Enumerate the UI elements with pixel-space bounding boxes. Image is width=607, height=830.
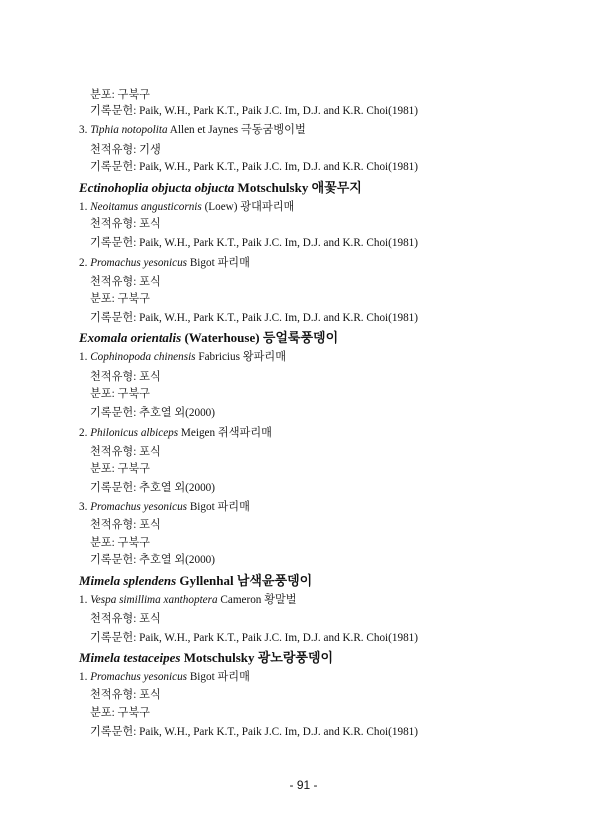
detail-field: 천적유형: 포식 xyxy=(90,613,161,625)
item-number: 3. xyxy=(79,124,88,136)
detail-field: 천적유형: 포식 xyxy=(90,276,161,288)
item-scientific-name: Vespa simillima xanthoptera xyxy=(90,594,218,606)
detail-field: 천적유형: 포식 xyxy=(90,519,161,531)
item-scientific-name: Cophinopoda chinensis xyxy=(90,351,196,363)
item-author-common-name: (Loew) 광대파리매 xyxy=(204,201,295,213)
item-author-common-name: Fabricius 왕파리매 xyxy=(198,351,287,363)
item-number: 3. xyxy=(79,501,88,513)
detail-field: 천적유형: 포식 xyxy=(90,371,161,383)
item-author-common-name: Bigot 파리매 xyxy=(189,671,250,683)
detail-field: 분포: 구북구 xyxy=(90,388,150,400)
heading-author-common-name: Motschulsky 광노랑풍뎅이 xyxy=(183,650,334,665)
detail-field: 분포: 구북구 xyxy=(90,707,150,719)
enemy-list-item xyxy=(79,426,272,440)
detail-field: 천적유형: 포식 xyxy=(90,446,161,458)
item-scientific-name: Philonicus albiceps xyxy=(90,427,179,439)
detail-field: 기록문헌: Paik, W.H., Park K.T., Paik J.C. Im, D.J. and K.R. Choi(1981) xyxy=(90,237,418,249)
item-author-common-name: Allen et Jaynes 극동굼벵이벌 xyxy=(169,124,306,136)
page-number: - 91 - xyxy=(289,778,318,792)
item-author-common-name: Cameron 황말벌 xyxy=(220,594,297,606)
item-scientific-name: Neoitamus angusticornis xyxy=(90,201,202,213)
detail-field: 기록문헌: 추호열 외(2000) xyxy=(90,482,215,494)
heading-scientific-name: Ectinohoplia objucta objucta xyxy=(79,180,235,195)
heading-scientific-name: Mimela testaceipes xyxy=(79,650,181,665)
heading-author-common-name: Motschulsky 애꽃무지 xyxy=(237,180,362,195)
item-scientific-name: Promachus yesonicus xyxy=(90,501,188,513)
detail-field: 분포: 구북구 xyxy=(90,537,150,549)
detail-field: 기록문헌: 추호열 외(2000) xyxy=(90,554,215,566)
heading-scientific-name: Mimela splendens xyxy=(79,573,177,588)
species-heading xyxy=(79,180,362,196)
enemy-list-item xyxy=(79,670,250,684)
detail-field: 기록문헌: Paik, W.H., Park K.T., Paik J.C. Im, D.J. and K.R. Choi(1981) xyxy=(90,726,418,738)
item-scientific-name: Promachus yesonicus xyxy=(90,671,188,683)
enemy-list-item xyxy=(79,256,250,270)
item-number: 1. xyxy=(79,351,88,363)
item-author-common-name: Bigot 파리매 xyxy=(189,257,250,269)
enemy-list-item xyxy=(79,200,294,214)
heading-author-common-name: (Waterhouse) 등얼룩풍뎅이 xyxy=(184,330,339,345)
item-scientific-name: Tiphia notopolita xyxy=(90,124,168,136)
item-number: 1. xyxy=(79,201,88,213)
item-author-common-name: Meigen 쥐색파리매 xyxy=(180,427,272,439)
item-number: 2. xyxy=(79,257,88,269)
item-number: 2. xyxy=(79,427,88,439)
heading-author-common-name: Gyllenhal 남색윤풍뎅이 xyxy=(179,573,313,588)
detail-field: 기록문헌: Paik, W.H., Park K.T., Paik J.C. Im, D.J. and K.R. Choi(1981) xyxy=(90,312,418,324)
item-number: 1. xyxy=(79,671,88,683)
item-author-common-name: Bigot 파리매 xyxy=(189,501,250,513)
detail-field: 천적유형: 포식 xyxy=(90,689,161,701)
enemy-list-item xyxy=(79,123,306,137)
detail-field: 기록문헌: 추호열 외(2000) xyxy=(90,407,215,419)
item-scientific-name: Promachus yesonicus xyxy=(90,257,188,269)
enemy-list-item xyxy=(79,350,286,364)
enemy-list-item xyxy=(79,593,297,607)
species-heading xyxy=(79,573,312,589)
detail-field: 기록문헌: Paik, W.H., Park K.T., Paik J.C. Im, D.J. and K.R. Choi(1981) xyxy=(90,632,418,644)
enemy-list-item xyxy=(79,500,250,514)
detail-field: 분포: 구북구 xyxy=(90,463,150,475)
detail-field: 천적유형: 포식 xyxy=(90,218,161,230)
species-heading xyxy=(79,650,333,666)
detail-field: 기록문헌: Paik, W.H., Park K.T., Paik J.C. Im, D.J. and K.R. Choi(1981) xyxy=(90,161,418,173)
detail-field: 천적유형: 기생 xyxy=(90,144,161,156)
detail-field: 분포: 구북구 xyxy=(90,293,150,305)
detail-field: 분포: 구북구 xyxy=(90,89,150,101)
item-number: 1. xyxy=(79,594,88,606)
detail-field: 기록문헌: Paik, W.H., Park K.T., Paik J.C. Im, D.J. and K.R. Choi(1981) xyxy=(90,105,418,117)
species-heading xyxy=(79,330,338,346)
heading-scientific-name: Exomala orientalis xyxy=(79,330,182,345)
